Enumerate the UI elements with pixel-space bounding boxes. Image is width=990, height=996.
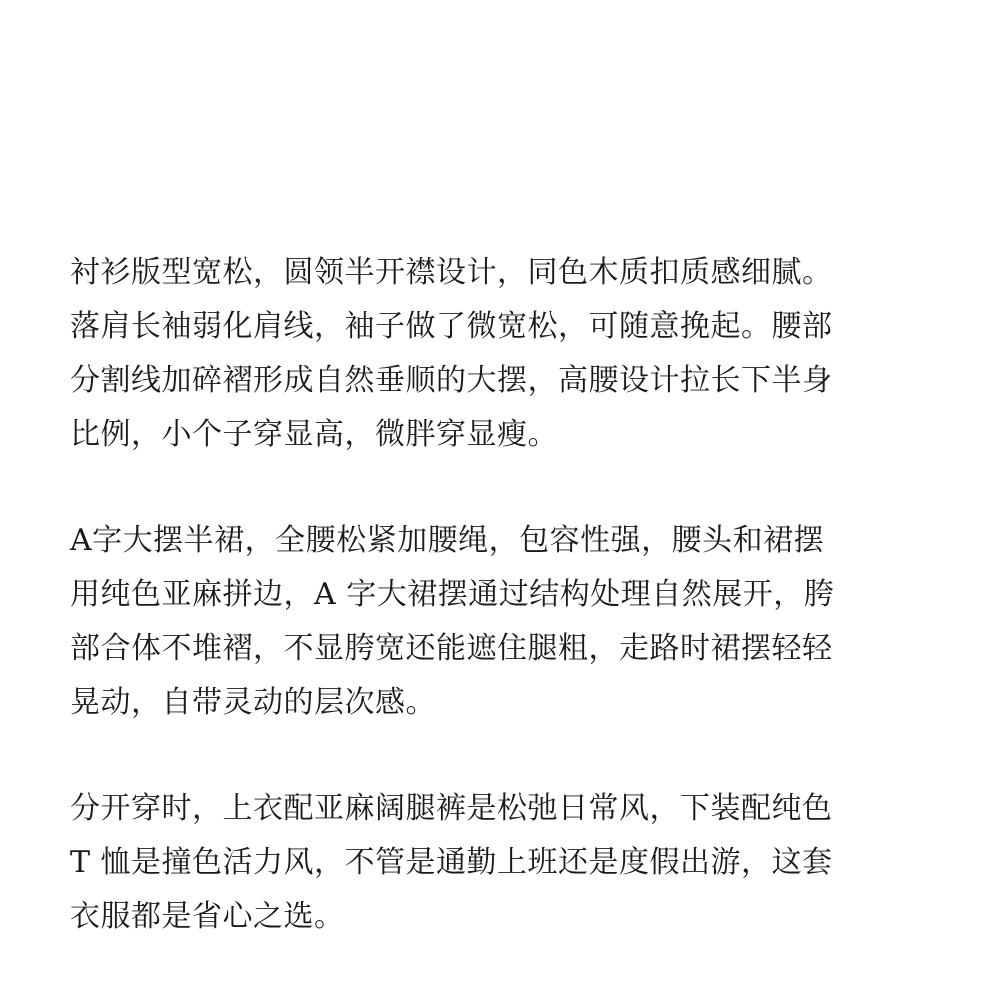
text-line: 衬衫版型宽松，圆领半开襟设计，同色木质扣质感细腻。: [70, 255, 833, 290]
text-line: 分开穿时，上衣配亚麻阔腿裤是松弛日常风，下装配纯色: [70, 791, 833, 826]
text-line: 用纯色亚麻拼边，A 字大裙摆通过结构处理自然展开，胯: [70, 577, 835, 612]
text-line: 比例，小个子穿显高，微胖穿显瘦。: [70, 417, 558, 452]
text-line: 晃动，自带灵动的层次感。: [70, 685, 436, 720]
text-line: A字大摆半裙，全腰松紧加腰绳，包容性强，腰头和裙摆: [70, 523, 825, 558]
text-line: 部合体不堆褶，不显胯宽还能遮住腿粗，走路时裙摆轻轻: [70, 631, 833, 666]
paragraph-shirt-description: [70, 246, 930, 462]
paragraph-skirt-description: [70, 514, 930, 730]
text-line: 落肩长袖弱化肩线，袖子做了微宽松，可随意挽起。腰部: [70, 309, 833, 344]
paragraph-styling-tips: [70, 782, 930, 944]
text-line: T 恤是撞色活力风，不管是通勤上班还是度假出游，这套: [70, 845, 833, 880]
article-body: [70, 246, 930, 996]
text-line: 分割线加碎褶形成自然垂顺的大摆，高腰设计拉长下半身: [70, 363, 833, 398]
text-line: 衣服都是省心之选。: [70, 899, 345, 934]
